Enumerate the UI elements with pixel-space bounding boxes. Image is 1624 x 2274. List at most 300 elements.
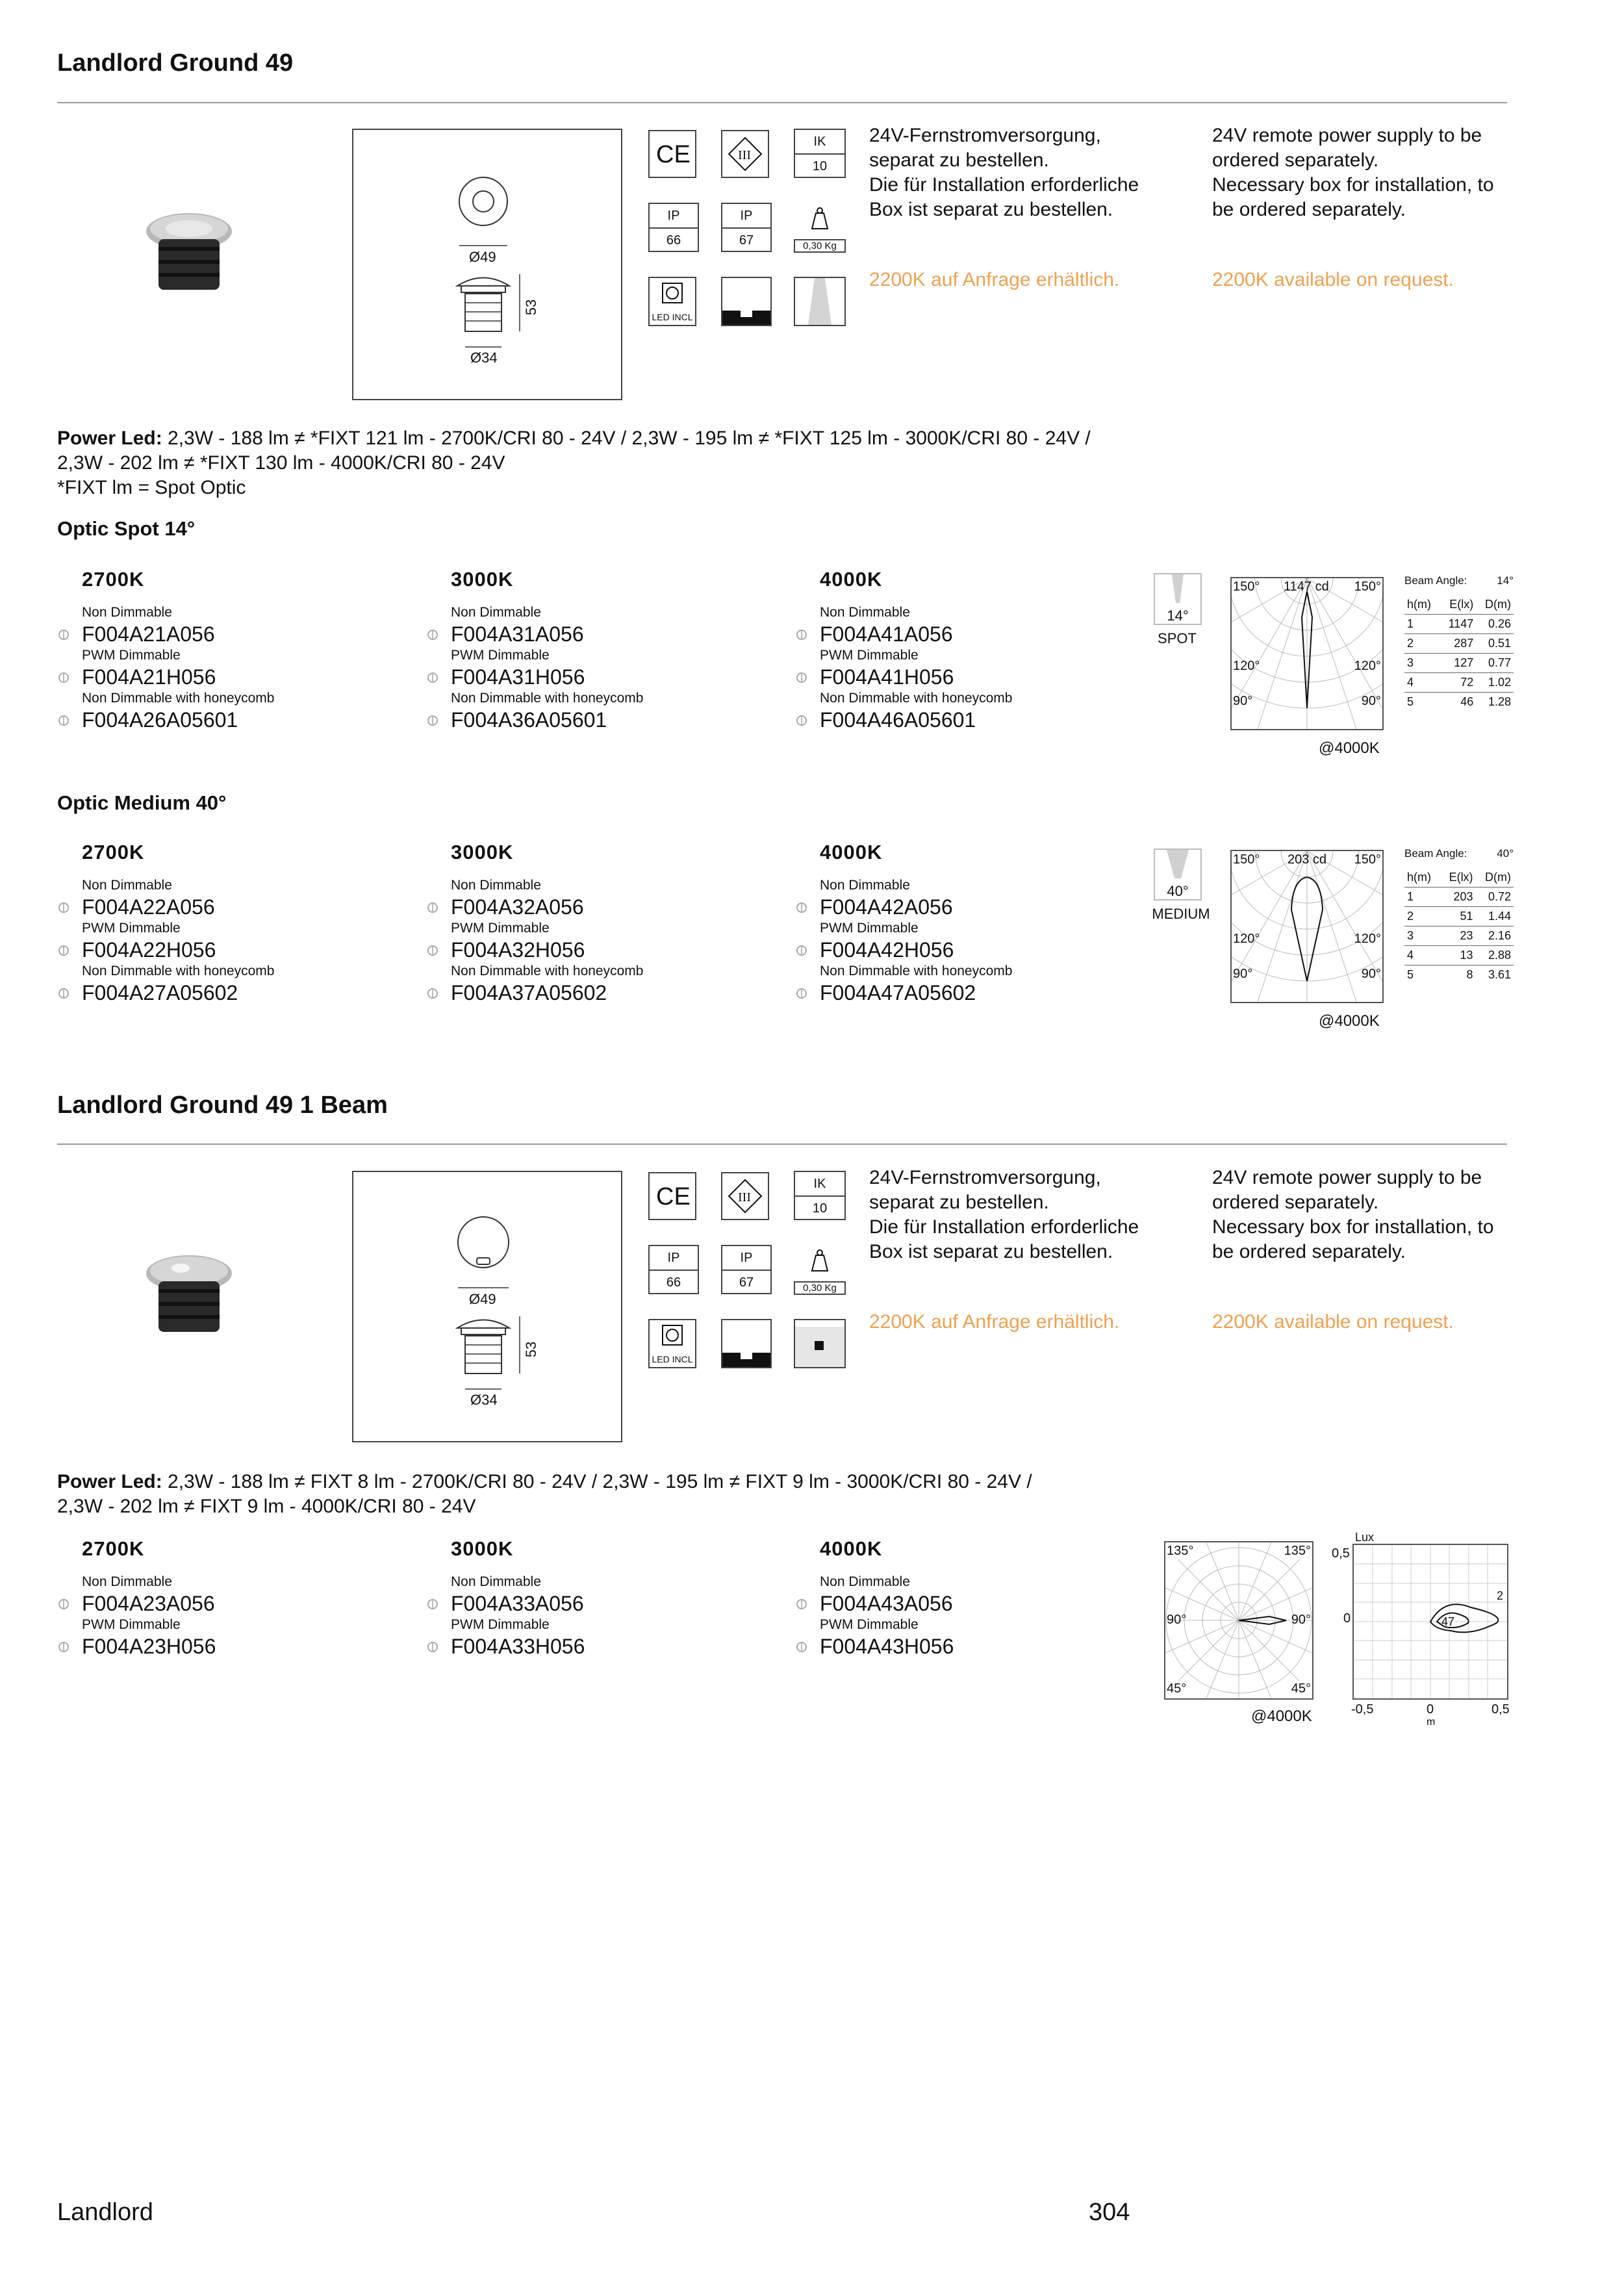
- table-header: h(m): [1404, 868, 1440, 888]
- product-code[interactable]: [796, 894, 1171, 920]
- led-incl-label: LED INCL: [652, 1354, 693, 1364]
- product-code-text: F004A21H056: [82, 665, 216, 689]
- product-code-text: F004A31H056: [451, 665, 585, 689]
- variant-label: Non Dimmable with honeycomb: [820, 964, 1013, 978]
- dimmable-icon: [58, 715, 69, 726]
- product-code-text: F004A31A056: [451, 622, 584, 646]
- variant-label: Non Dimmable: [82, 1574, 172, 1589]
- polar-angle: 150°: [1233, 580, 1260, 594]
- variant-label: Non Dimmable with honeycomb: [82, 691, 275, 706]
- power-line: 2,3W - 202 lm ≠ *FIXT 130 lm - 4000K/CRI 80 - 24V: [57, 452, 505, 474]
- product-code-text: F004A27A05602: [82, 981, 238, 1004]
- footer-brand: Landlord: [57, 2199, 153, 2226]
- lux-grid: [1354, 1545, 1507, 1698]
- polar-angle: 90°: [1233, 694, 1253, 708]
- lux-iso-label: 47: [1441, 1615, 1455, 1628]
- variant-label: PWM Dimmable: [451, 648, 550, 663]
- table-row: [1404, 615, 1514, 634]
- lux-y-tick: 0,5: [1332, 1546, 1350, 1561]
- text-line: be ordered separately.: [1212, 199, 1406, 220]
- description-de: [869, 1166, 1139, 1264]
- product-code-text: F004A32H056: [451, 938, 585, 962]
- table-cell: 1.02: [1476, 673, 1514, 693]
- variant-label: Non Dimmable: [82, 605, 172, 620]
- text-line: 24V remote power supply to be: [1212, 1167, 1482, 1188]
- table-cell: 2.16: [1476, 926, 1514, 946]
- lux-title: Lux: [1355, 1531, 1375, 1544]
- polar-angle: 150°: [1354, 852, 1381, 867]
- beam-table-label: Beam Angle:: [1404, 847, 1467, 860]
- polar-reference: @4000K: [1251, 1707, 1312, 1725]
- polar-angle: 90°: [1361, 967, 1381, 981]
- lux-x-tick: 0: [1427, 1702, 1434, 1717]
- variant-label: Non Dimmable: [820, 878, 910, 893]
- beam-angle-label: 40°: [1167, 883, 1189, 899]
- dim-height: 53: [523, 299, 540, 316]
- lux-x-tick: 0,5: [1491, 1702, 1510, 1717]
- page-number: 304: [1089, 2199, 1130, 2226]
- beam-name: SPOT: [1158, 630, 1197, 646]
- dimmable-icon: [427, 902, 438, 913]
- polar-angle: 120°: [1233, 932, 1260, 946]
- ip-value: 66: [666, 233, 681, 248]
- table-cell: 5: [1407, 695, 1414, 708]
- column-4000k: [820, 568, 1171, 733]
- polar-angle: 120°: [1233, 659, 1260, 673]
- polar-diagram-1beam: [1164, 1541, 1313, 1700]
- table-cell: 0.77: [1476, 654, 1514, 673]
- ip-label: IP: [650, 1246, 698, 1271]
- polar-angle: 45°: [1291, 1681, 1311, 1696]
- dimmable-icon: [796, 715, 807, 726]
- polar-diagram-medium: [1230, 850, 1384, 1003]
- ce-mark-icon: [648, 1172, 696, 1220]
- text-line: Die für Installation erforderliche: [869, 174, 1139, 196]
- led-incl-label: LED INCL: [652, 312, 693, 322]
- product-code[interactable]: [58, 894, 433, 920]
- beam-spot-icon: [794, 277, 846, 326]
- table-header: D(m): [1476, 595, 1514, 615]
- ce-mark-icon: [648, 130, 696, 178]
- text-line: 24V-Fernstromversorgung,: [869, 125, 1101, 146]
- table-cell: 127: [1440, 654, 1476, 673]
- dimmable-icon: [796, 945, 807, 956]
- product-code-text: F004A21A056: [82, 622, 215, 646]
- note-en: 2200K available on request.: [1212, 269, 1454, 290]
- product-code-text: F004A26A05601: [82, 708, 238, 732]
- product-code-text: F004A37A05602: [451, 981, 607, 1004]
- product-code-text: F004A22A056: [82, 895, 215, 919]
- product-code[interactable]: [58, 937, 433, 963]
- svg-text:III: III: [738, 148, 751, 162]
- dimmable-icon: [427, 1599, 438, 1609]
- dimmable-icon: [58, 1599, 69, 1609]
- dimmable-icon: [427, 715, 438, 726]
- description-en: [1212, 123, 1494, 222]
- polar-grid: [1165, 1542, 1312, 1698]
- dimmable-icon: [796, 672, 807, 683]
- ip67-rating: [721, 1245, 772, 1294]
- polar-reference: @4000K: [1319, 1012, 1380, 1030]
- product-code[interactable]: [427, 894, 802, 920]
- dimmable-icon: [796, 1642, 807, 1652]
- table-row: [1404, 926, 1514, 946]
- variant-label: PWM Dimmable: [820, 1617, 919, 1632]
- ip66-rating: [648, 1245, 699, 1294]
- dim-bottom: Ø34: [470, 350, 498, 366]
- column-2700k: [82, 841, 433, 1006]
- led-incl-icon: [648, 277, 696, 326]
- table-row: [1404, 965, 1514, 985]
- ik-label: IK: [795, 130, 844, 155]
- polar-grid: [1232, 851, 1382, 1002]
- table-cell: 2.88: [1476, 946, 1514, 965]
- product-code-text: F004A41A056: [820, 622, 953, 646]
- table-cell: 2: [1404, 634, 1440, 654]
- ip-label: IP: [722, 1246, 770, 1271]
- table-cell: 8: [1466, 968, 1473, 981]
- text-line: 24V remote power supply to be: [1212, 125, 1482, 146]
- table-cell: 3.61: [1488, 968, 1511, 981]
- column-3000k: [451, 568, 802, 733]
- note-de: 2200K auf Anfrage erhältlich.: [869, 269, 1120, 290]
- table-cell: 1: [1404, 888, 1440, 907]
- product-code-text: F004A46A05601: [820, 708, 976, 732]
- product-code[interactable]: [796, 664, 1171, 690]
- dimmable-icon: [58, 672, 69, 683]
- power-led-label: Power Led:: [57, 1471, 162, 1492]
- product-code-text: F004A32A056: [451, 895, 584, 919]
- svg-text:CE: CE: [656, 141, 691, 168]
- table-cell: 23: [1440, 926, 1476, 946]
- table-cell: 1147: [1440, 615, 1476, 634]
- power-led-spec: [57, 1470, 1291, 1519]
- class-iii-icon: [721, 1172, 769, 1220]
- temp-heading: 3000K: [451, 841, 514, 863]
- product-code-text: F004A43A056: [820, 1592, 953, 1615]
- dim-top: Ø49: [469, 249, 496, 265]
- class-iii-icon: [721, 130, 769, 178]
- product-code[interactable]: [58, 1633, 433, 1659]
- weight-icon: [794, 1245, 846, 1294]
- table-cell: 1.28: [1488, 695, 1511, 708]
- polar-diagram-spot: [1230, 577, 1384, 730]
- product-code[interactable]: [58, 707, 433, 733]
- product-code-text: F004A23A056: [82, 1592, 215, 1615]
- beam-table-value: 14°: [1497, 574, 1514, 587]
- text-line: Die für Installation erforderliche: [869, 1216, 1139, 1238]
- variant-label: PWM Dimmable: [820, 921, 919, 936]
- ip67-rating: [721, 203, 772, 252]
- text-line: separat zu bestellen.: [869, 1192, 1049, 1213]
- dimmable-icon: [58, 988, 69, 999]
- text-line: 24V-Fernstromversorgung,: [869, 1167, 1101, 1188]
- product-code-text: F004A41H056: [820, 665, 954, 689]
- recessed-install-icon: [721, 277, 772, 326]
- table-cell: 287: [1440, 634, 1476, 654]
- polar-angle: 90°: [1233, 967, 1253, 981]
- dim-bottom: Ø34: [470, 1392, 498, 1408]
- note-en: 2200K available on request.: [1212, 1311, 1454, 1333]
- ip-label: IP: [722, 204, 770, 229]
- description-de: [869, 123, 1139, 222]
- product-code-text: F004A43H056: [820, 1635, 954, 1658]
- product-code[interactable]: [796, 707, 1171, 733]
- polar-intensity: 203 cd: [1288, 852, 1327, 867]
- table-cell: 2: [1404, 907, 1440, 926]
- variant-label: Non Dimmable with honeycomb: [451, 964, 644, 978]
- variant-label: Non Dimmable: [820, 605, 910, 620]
- column-4000k: [820, 841, 1171, 1006]
- dim-top: Ø49: [469, 1291, 496, 1307]
- variant-label: PWM Dimmable: [451, 1617, 550, 1632]
- table-row: [1404, 907, 1514, 926]
- dimmable-icon: [796, 902, 807, 913]
- weight-icon: [794, 203, 846, 252]
- variant-label: Non Dimmable with honeycomb: [820, 691, 1013, 706]
- table-row: [1404, 634, 1514, 654]
- table-cell: 4: [1404, 673, 1440, 693]
- variant-label: PWM Dimmable: [82, 1617, 181, 1632]
- polar-intensity: 1147 cd: [1284, 580, 1329, 594]
- product-code[interactable]: [58, 664, 433, 690]
- product-code[interactable]: [58, 1591, 433, 1616]
- temp-heading: 2700K: [82, 841, 145, 863]
- beam-name: MEDIUM: [1152, 906, 1210, 922]
- lux-x-unit: m: [1427, 1717, 1436, 1728]
- table-cell: 203: [1440, 888, 1476, 907]
- product-code-text: F004A47A05602: [820, 981, 976, 1004]
- table-cell: 0.72: [1476, 888, 1514, 907]
- weight-label: 0,30 Kg: [794, 239, 846, 253]
- power-line: 2,3W - 202 lm ≠ FIXT 9 lm - 4000K/CRI 80 - 24V: [57, 1496, 476, 1517]
- ip-value: 67: [739, 233, 754, 248]
- product-code[interactable]: [427, 937, 802, 963]
- product-code[interactable]: [796, 980, 1171, 1006]
- table-header: E(lx): [1440, 595, 1476, 615]
- column-2700k: [82, 1537, 433, 1659]
- product-code[interactable]: [427, 1591, 802, 1616]
- text-line: Necessary box for installation, to: [1212, 1216, 1494, 1238]
- table-header: E(lx): [1440, 868, 1476, 888]
- temp-heading: 3000K: [451, 568, 514, 591]
- beam-angle-label: 14°: [1167, 607, 1189, 624]
- product-code[interactable]: [427, 1633, 802, 1659]
- ip66-rating: [648, 203, 699, 252]
- polar-angle: 90°: [1361, 694, 1381, 708]
- dimmable-icon: [796, 1599, 807, 1609]
- text-line: Box ist separat zu bestellen.: [869, 1241, 1113, 1262]
- product-code[interactable]: [427, 980, 802, 1006]
- table-cell: 0.51: [1476, 634, 1514, 654]
- product-code[interactable]: [796, 937, 1171, 963]
- beam-table-value: 40°: [1497, 847, 1514, 860]
- ik-value: 10: [812, 1201, 828, 1216]
- polar-angle: 150°: [1354, 580, 1381, 594]
- polar-angle: 135°: [1284, 1544, 1311, 1558]
- beam-medium-icon: [1154, 849, 1202, 901]
- text-line: ordered separately.: [1212, 1192, 1379, 1213]
- variant-label: PWM Dimmable: [82, 648, 181, 663]
- product-code[interactable]: [58, 980, 433, 1006]
- weight-label: 0,30 Kg: [794, 1281, 846, 1295]
- section2-rule: [57, 1143, 1507, 1145]
- polar-angle: 90°: [1291, 1613, 1311, 1627]
- product-code-text: F004A42A056: [820, 895, 953, 919]
- dimmable-icon: [427, 988, 438, 999]
- table-header: h(m): [1404, 595, 1440, 615]
- dimmable-icon: [58, 902, 69, 913]
- svg-text:III: III: [738, 1190, 751, 1205]
- section1-rule: [57, 102, 1507, 103]
- product-code-text: F004A33H056: [451, 1635, 585, 1658]
- table-cell: 72: [1440, 673, 1476, 693]
- product-code-text: F004A42H056: [820, 938, 954, 962]
- beam-table-medium: [1404, 847, 1514, 984]
- note-de: 2200K auf Anfrage erhältlich.: [869, 1311, 1120, 1333]
- lux-isoline-chart: [1352, 1544, 1508, 1700]
- ip-value: 67: [739, 1275, 754, 1290]
- variant-label: Non Dimmable with honeycomb: [451, 691, 644, 706]
- product-code[interactable]: [796, 1633, 1171, 1659]
- product-code[interactable]: [427, 707, 802, 733]
- beam-spot-icon: [1154, 573, 1202, 625]
- product-photo: [144, 1249, 234, 1340]
- variant-label: Non Dimmable: [82, 878, 172, 893]
- ik-rating: [794, 129, 846, 178]
- beam-table-spot: [1404, 574, 1514, 711]
- power-led-label: Power Led:: [57, 428, 162, 449]
- polar-angle: 135°: [1167, 1544, 1194, 1558]
- section2-title: Landlord Ground 49 1 Beam: [57, 1092, 388, 1119]
- dimmable-icon: [58, 1642, 69, 1652]
- power-line: 2,3W - 188 lm ≠ FIXT 8 lm - 2700K/CRI 80 - 24V / 2,3W - 195 lm ≠ FIXT 9 lm - 3000K/CRI 80 - 24V /: [162, 1471, 1032, 1492]
- technical-drawing: [352, 129, 622, 400]
- ip-value: 66: [666, 1275, 681, 1290]
- table-cell: 4: [1404, 946, 1440, 965]
- table-cell: 0.26: [1476, 615, 1514, 634]
- svg-text:CE: CE: [656, 1183, 691, 1210]
- table-cell: 46: [1460, 695, 1474, 708]
- variant-label: Non Dimmable: [451, 878, 541, 893]
- product-code[interactable]: [796, 621, 1171, 647]
- beam-table-label: Beam Angle:: [1404, 574, 1467, 587]
- lux-y-tick: 0: [1343, 1611, 1351, 1626]
- recessed-install-icon: [721, 1319, 772, 1368]
- table-cell: 1.44: [1476, 907, 1514, 926]
- variant-label: Non Dimmable with honeycomb: [82, 964, 275, 978]
- table-cell: 5: [1407, 968, 1414, 981]
- dimmable-icon: [427, 1642, 438, 1652]
- variant-label: Non Dimmable: [451, 605, 541, 620]
- text-line: separat zu bestellen.: [869, 149, 1049, 171]
- product-code-text: F004A33A056: [451, 1592, 584, 1615]
- temp-heading: 4000K: [820, 841, 883, 863]
- product-code[interactable]: [427, 621, 802, 647]
- table-row: [1404, 693, 1514, 712]
- table-row: [1404, 673, 1514, 693]
- dimmable-icon: [58, 630, 69, 640]
- column-3000k: [451, 841, 802, 1006]
- polar-angle: 45°: [1167, 1681, 1187, 1696]
- column-3000k: [451, 1537, 802, 1659]
- table-cell: 51: [1440, 907, 1476, 926]
- dimmable-icon: [427, 672, 438, 683]
- table-header: D(m): [1476, 868, 1514, 888]
- dimmable-icon: [58, 945, 69, 956]
- product-code-text: F004A23H056: [82, 1635, 216, 1658]
- single-beam-icon: [794, 1319, 846, 1368]
- text-line: ordered separately.: [1212, 149, 1379, 171]
- temp-heading: 4000K: [820, 1537, 883, 1560]
- text-line: Box ist separat zu bestellen.: [869, 199, 1113, 220]
- dimmable-icon: [427, 630, 438, 640]
- table-cell: 1: [1404, 615, 1440, 634]
- dimmable-icon: [796, 630, 807, 640]
- polar-reference: @4000K: [1319, 739, 1380, 757]
- variant-label: Non Dimmable: [451, 1574, 541, 1589]
- optic-medium-title: Optic Medium 40°: [57, 791, 227, 814]
- polar-angle: 150°: [1233, 852, 1260, 867]
- power-line: *FIXT lm = Spot Optic: [57, 477, 246, 498]
- lux-x-tick: -0,5: [1351, 1702, 1374, 1717]
- lux-iso-label: 2: [1497, 1589, 1504, 1602]
- power-led-spec: [57, 426, 1291, 500]
- ik-value: 10: [812, 159, 828, 173]
- product-code[interactable]: [58, 621, 433, 647]
- text-line: be ordered separately.: [1212, 1241, 1406, 1262]
- technical-drawing: [352, 1171, 622, 1442]
- temp-heading: 2700K: [82, 1537, 145, 1560]
- product-code[interactable]: [427, 664, 802, 690]
- polar-angle: 120°: [1354, 932, 1381, 946]
- table-cell: 3: [1404, 926, 1440, 946]
- table-cell: 3: [1404, 654, 1440, 673]
- ik-label: IK: [795, 1172, 844, 1197]
- polar-grid: [1232, 578, 1382, 729]
- power-line: 2,3W - 188 lm ≠ *FIXT 121 lm - 2700K/CRI 80 - 24V / 2,3W - 195 lm ≠ *FIXT 125 lm - 3000K/CRI 80 - 24V /: [162, 428, 1091, 449]
- product-code[interactable]: [796, 1591, 1171, 1616]
- polar-angle: 90°: [1167, 1613, 1187, 1627]
- description-en: [1212, 1166, 1494, 1264]
- variant-label: Non Dimmable: [820, 1574, 910, 1589]
- text-line: Necessary box for installation, to: [1212, 174, 1494, 196]
- table-row: [1404, 888, 1514, 907]
- table-row: [1404, 946, 1514, 965]
- dim-height: 53: [523, 1341, 540, 1358]
- product-code-text: F004A36A05601: [451, 708, 607, 732]
- product-code-text: F004A22H056: [82, 938, 216, 962]
- polar-angle: 120°: [1354, 659, 1381, 673]
- ip-label: IP: [650, 204, 698, 229]
- temp-heading: 2700K: [82, 568, 145, 591]
- led-incl-icon: [648, 1319, 696, 1368]
- dimmable-icon: [427, 945, 438, 956]
- table-cell: 13: [1440, 946, 1476, 965]
- dimmable-icon: [796, 988, 807, 999]
- temp-heading: 3000K: [451, 1537, 514, 1560]
- product-photo: [144, 207, 234, 298]
- ik-rating: [794, 1171, 846, 1220]
- optic-spot-title: Optic Spot 14°: [57, 517, 196, 540]
- temp-heading: 4000K: [820, 568, 883, 591]
- variant-label: PWM Dimmable: [82, 921, 181, 936]
- variant-label: PWM Dimmable: [820, 648, 919, 663]
- column-4000k: [820, 1537, 1171, 1659]
- column-2700k: [82, 568, 433, 733]
- table-row: [1404, 654, 1514, 673]
- variant-label: PWM Dimmable: [451, 921, 550, 936]
